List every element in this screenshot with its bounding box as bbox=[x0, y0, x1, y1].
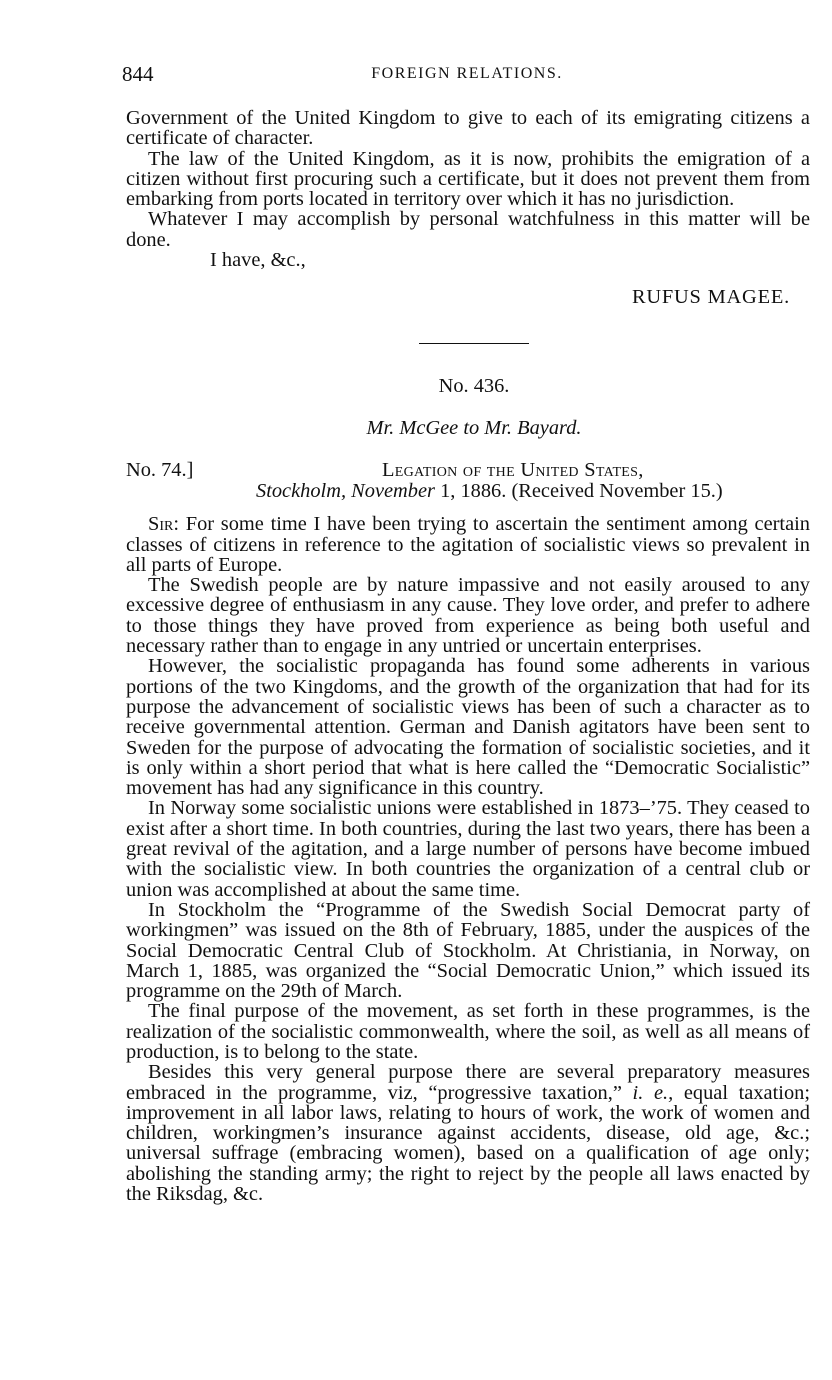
paragraph: The Swedish people are by nature impassive and not easily aroused to any excessive degree of enthusiasm in any cause. They love order, and prefer to adhere to those things they have proved from experience as being both useful and necessary rather than to engage in any untried or uncertain enterprises. bbox=[126, 574, 810, 658]
letter-closing: I have, &c., bbox=[210, 249, 306, 272]
paragraph: However, the socialistic propaganda has found some adherents in various portions of the two Kingdoms, and the growth of the organization that had for its purpose the advancement of socialistic views has been of such a character as to receive governmental attention. German and Danish agitators have been sent to Sweden for the purpose of advocating the formation of socialistic societies, and it is only within a short period that what is here called the “Democratic Socialistic” movement has had any significance in this country. bbox=[126, 655, 810, 800]
running-title: FOREIGN RELATIONS. bbox=[371, 65, 563, 82]
document-number: No. 436. bbox=[438, 374, 510, 397]
dateline-place: Stockholm, bbox=[256, 480, 347, 503]
paragraph: In Norway some socialistic unions were established in 1873–’75. They ceased to exist after a short time. In both countries, during the last two years, there has been a great revival of the agitation, and a large number of persons have become imbued with the socialistic view. In both countries the organization of a central club or union was accomplished at about the same time. bbox=[126, 797, 810, 901]
paragraph-text: Besides this very general purpose there are several preparatory measures embraced in the programme, viz, “progressive taxation,” bbox=[126, 1061, 810, 1104]
legation-name: Legation of the United States, bbox=[382, 459, 644, 482]
signature: RUFUS MAGEE. bbox=[631, 286, 790, 309]
received-note: (Received November 15.) bbox=[511, 480, 723, 503]
paragraph bbox=[126, 514, 810, 575]
section-divider bbox=[419, 343, 529, 344]
dateline bbox=[256, 481, 723, 501]
paragraph: The final purpose of the movement, as set forth in these programmes, is the realization of the socialistic commonwealth, where the soil, as well as all means of production, is to belong to the state. bbox=[126, 1000, 810, 1063]
paragraph: In Stockholm the “Programme of the Swedish Social Democrat party of workingmen” was issued on the 8th of February, 1885, under the auspices of the Social Democratic Central Club of Stockholm. At Christiania, in Norway, on March 1, 1885, was organized the “Social Democratic Union,” which issued its programme on the 29th of March. bbox=[126, 898, 810, 1003]
dateline-month: November bbox=[351, 480, 435, 503]
page-header bbox=[122, 62, 812, 88]
paragraph-text: For some time I have been trying to ascertain the sentiment among certain classes of citizens in reference to the agitation of socialistic views so prevalent in all parts of Europe. bbox=[126, 513, 810, 576]
paragraph: Government of the United Kingdom to give to each of its emigrating citizens a certificate of character. bbox=[126, 107, 810, 150]
page-number: 844 bbox=[122, 62, 154, 86]
paragraph: Whatever I may accomplish by personal watchfulness in this matter will be done. bbox=[126, 208, 810, 251]
letterhead bbox=[126, 460, 810, 502]
italic-abbreviation: i. e., bbox=[632, 1081, 674, 1104]
paragraph-text: equal taxation; improvement in all labor laws, relating to hours of work, the work of women and children, workingmen’s insurance against accidents, disease, old age, &c.; universal suffrage (embracing women), based on a qualification of age only; abolishing the standing army; the right to reject by the people all laws enacted by the Riksdag, &c. bbox=[126, 1081, 810, 1206]
salutation: Sir: bbox=[148, 513, 180, 536]
document-title: Mr. McGee to Mr. Bayard. bbox=[366, 416, 582, 439]
page-body bbox=[126, 108, 810, 1204]
paragraph bbox=[126, 1062, 810, 1204]
paragraph: The law of the United Kingdom, as it is now, prohibits the emigration of a citizen without first procuring such a certificate, but it does not prevent them from embarking from ports located in territory over which it has no jurisdiction. bbox=[126, 147, 810, 211]
dateline-date: 1, 1886. bbox=[440, 480, 507, 503]
dispatch-number: No. 74.] bbox=[126, 459, 194, 482]
